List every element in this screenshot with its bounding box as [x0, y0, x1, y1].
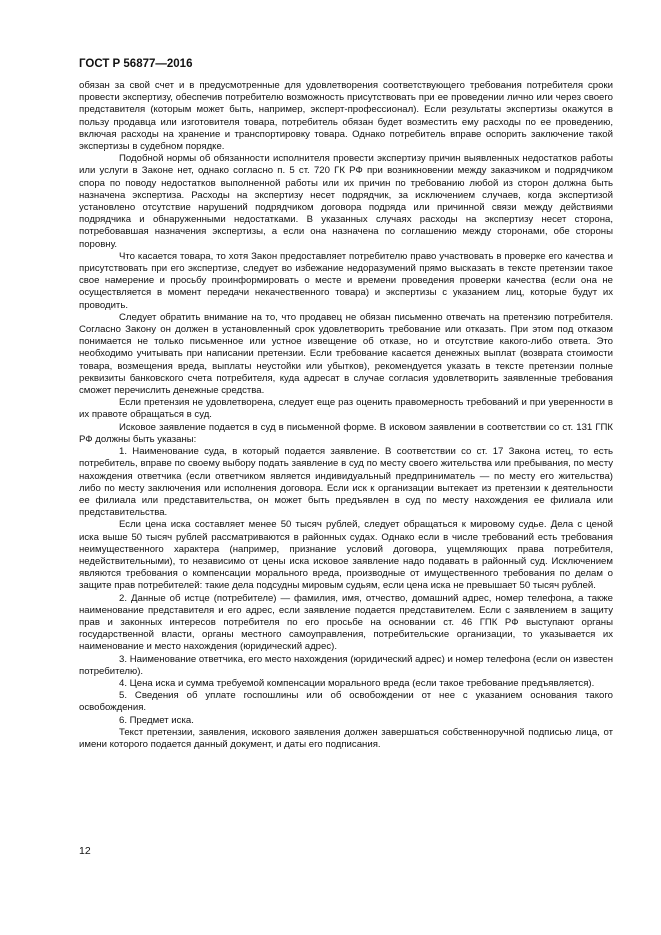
paragraph: Исковое заявление подается в суд в письменной форме. В исковом заявлении в соответствии со ст. 131 ГПК РФ должны быть указаны: [79, 421, 613, 445]
paragraph: Текст претензии, заявления, искового заявления должен завершаться собственноручной подписью лица, от имени которого подается данный документ, и даты его подписания. [79, 726, 613, 750]
paragraph: Если претензия не удовлетворена, следует еще раз оценить правомерность требований и при уверенности в их правоте обращаться в суд. [79, 397, 613, 421]
list-item: 6. Предмет иска. [119, 714, 194, 726]
list-item: 4. Цена иска и сумма требуемой компенсации морального вреда (если такое требование предъявляется). [119, 677, 595, 689]
paragraph: обязан за свой счет и в предусмотренные для удовлетворения соответствующего требования потребителя сроки провести экспертизу, обеспечив потребителю возможность присутствовать при ее проведении лично или через своего представителя (которым может быть, например, эксперт-профессионал). Если результаты экспертизы окажутся в пользу продавца или изготовителя товара, потребитель обязан будет возместить ему расходы по ее проведению, включая расходы на хранение и транспортировку товара. Однако потребитель вправе оспорить заключение такой экспертизы в судебном порядке. [79, 80, 613, 153]
paragraph: Подобной нормы об обязанности исполнителя провести экспертизу причин выявленных недостатков работы или услуги в Законе нет, однако согласно п. 5 ст. 720 ГК РФ при возникновении между заказчиком и подрядчиком спора по поводу недостатков выполненной работы или их причин по требованию любой из сторон должна быть назначена экспертиза. Расходы на экспертизу несет подрядчик, за исключением случаев, когда экспертизой установлено отсутствие нарушений подрядчиком договора подряда или причинной связи между действиями подрядчика и обнаруженными недостатками. В указанных случаях расходы на экспертизу несет сторона, потребовавшая назначения экспертизы, а если она назначена по соглашению между сторонами, обе стороны поровну. [79, 153, 613, 250]
document-body [79, 80, 613, 751]
paragraph: Что касается товара, то хотя Закон предоставляет потребителю право участвовать в проверке его качества и присутствовать при его экспертизе, следует во избежание недоразумений прямо высказать в тексте претензии такое свое намерение и просьбу проинформировать о месте и времени проведения проверки качества (если она не осуществляется в момент передачи некачественного товара) и экспертизы с указанием лиц, которые будут их проводить. [79, 250, 613, 311]
list-item: 1. Наименование суда, в который подается заявление. В соответствии со ст. 17 Закона истец, то есть потребитель, вправе по своему выбору подать заявление в суд по месту своего жительства или пребывания, по месту нахождения ответчика (если ответчиком является индивидуальный предприниматель — по месту его жительства) либо по месту заключения или исполнения договора. Если иск к организации вытекает из претензии к деятельности ее филиала или представительства, он может быть предъявлен в суд по месту нахождения ее филиала или представительства. [79, 446, 613, 519]
document-header: ГОСТ Р 56877—2016 [79, 58, 193, 70]
list-item: 2. Данные об истце (потребителе) — фамилия, имя, отчество, домашний адрес, номер телефона, а также наименование представителя и его адрес, если заявление подается представителем. Если с заявлением в защиту прав и законных интересов потребителя по его просьбе на основании ст. 46 ГПК РФ выступают органы государственной власти, органы местного самоуправления, потребительские организации, то указывается их наименование и место нахождения (юридический адрес). [79, 592, 613, 653]
list-item: 3. Наименование ответчика, его место нахождения (юридический адрес) и номер телефона (если он известен потребителю). [79, 653, 613, 677]
list-item: 5. Сведения об уплате госпошлины или об освобождении от нее с указанием основания такого освобождения. [79, 690, 613, 714]
page-number: 12 [79, 845, 91, 857]
paragraph: Следует обратить внимание на то, что продавец не обязан письменно отвечать на претензию потребителя. Согласно Закону он должен в установленный срок удовлетворить требование или отказать. При этом под отказом понимается не только письменное или устное извещение об отказе, но и отсутствие какого-либо ответа. Это необходимо учитывать при написании претензии. Если требование касается денежных выплат (возврата стоимости товара, возмещения вреда, выплаты неустойки или убытков), рекомендуется указать в тексте претензии полные реквизиты банковского счета потребителя, куда адресат в случае согласия удовлетворить заявленные требования сможет перечислить денежные средства. [79, 311, 613, 397]
paragraph: Если цена иска составляет менее 50 тысяч рублей, следует обращаться к мировому судье. Дела с ценой иска выше 50 тысяч рублей рассматриваются в районных судах. Однако если в числе требований есть требования неимущественного характера (например, признание условий договора, ущемляющих права потребителя, недействительными), то независимо от цены иска исковое заявление надо подавать в районный суд. Исключением являются требования о компенсации морального вреда, производные от имущественного требования по делам о защите прав потребителей: такие дела подсудны мировым судьям, если цена иска не превышает 50 тысяч рублей. [79, 519, 613, 592]
